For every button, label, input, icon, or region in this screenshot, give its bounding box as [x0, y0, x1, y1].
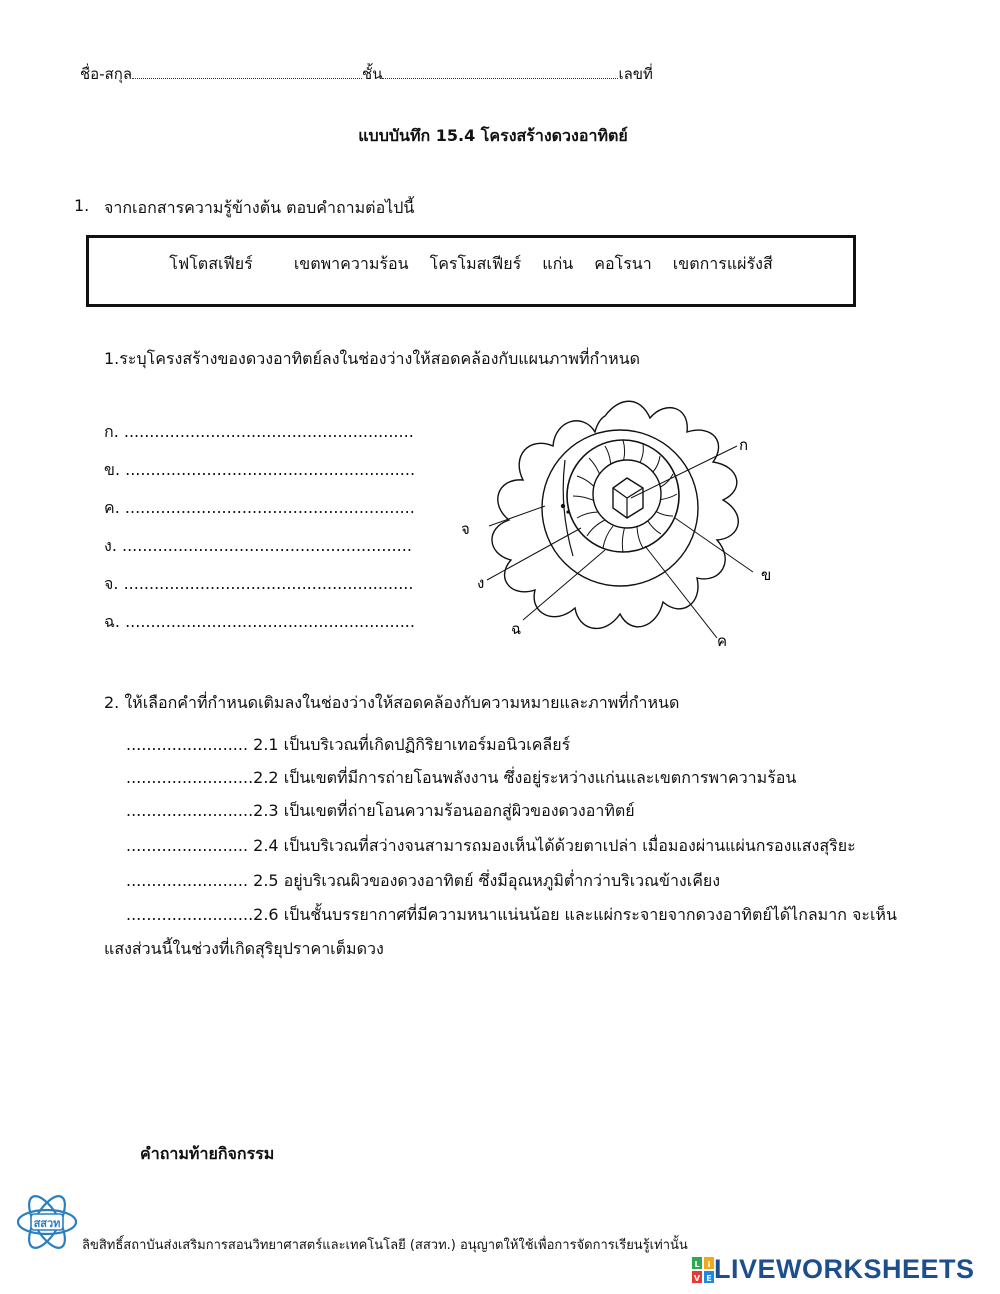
diagram-label-ka: ก [739, 436, 749, 454]
item-text: 2.2 เป็นเขตที่มีการถ่ายโอนพลังงาน ซึ่งอยู่ระหว่างแก่นและเขตการพาความร้อน [253, 768, 797, 787]
fill-blank[interactable]: ......................... [126, 905, 254, 924]
q1-text: จากเอกสารความรู้ข้างต้น ตอบคำถามต่อไปนี้ [104, 198, 415, 217]
logo-text: สสวท [33, 1217, 61, 1230]
class-field[interactable] [382, 66, 618, 79]
number-label: เลขที่ [618, 65, 653, 83]
badge-letter: V [693, 1273, 701, 1283]
part2-item-1 [126, 733, 570, 758]
answer-line-kho[interactable] [104, 458, 415, 483]
diagram-label-cho: จ [461, 520, 470, 538]
item-text: 2.4 เป็นบริเวณที่สว่างจนสามารถมองเห็นได้ด้วยตาเปล่า เมื่อมองผ่านแผ่นกรองแสงสุริยะ [248, 836, 856, 855]
item-text: 2.3 เป็นเขตที่ถ่ายโอนความร้อนออกสู่ผิวของดวงอาทิตย์ [253, 801, 635, 820]
answer-dots[interactable]: ......................................................... [122, 536, 412, 555]
word-bank-box [86, 235, 856, 307]
header-line [80, 62, 653, 86]
answer-label: ง. [104, 536, 117, 555]
answer-label: ค. [104, 498, 120, 517]
sunspot-dot [566, 510, 569, 513]
badge-letter: E [706, 1273, 712, 1283]
word-bank-item: แก่น [542, 254, 574, 273]
fill-blank[interactable]: ........................ [126, 836, 249, 855]
answer-dots[interactable]: ......................................................... [123, 574, 414, 593]
part2-item-5 [126, 869, 720, 894]
word-bank-item: เขตการแผ่รังสี [672, 254, 773, 273]
post-activity-heading: คำถามท้ายกิจกรรม [140, 1144, 275, 1163]
answer-dots[interactable]: ......................................................... [125, 612, 415, 631]
badge-letter: I [707, 1259, 711, 1269]
word-bank-item: โครโมสเฟียร์ [429, 254, 522, 273]
badge-letter: L [694, 1259, 700, 1269]
fill-blank[interactable]: ........................ [126, 871, 249, 890]
answer-label: จ. [104, 574, 119, 593]
answer-dots[interactable]: ......................................................... [123, 422, 414, 441]
answer-line-chho[interactable] [104, 610, 415, 635]
part2-continuation: แสงส่วนนี้ในช่วงที่เกิดสุริยุปราคาเต็มดวง [104, 939, 384, 958]
diagram-label-kho-khwai: ค [717, 632, 728, 650]
copyright-text: ลิขสิทธิ์สถาบันส่งเสริมการสอนวิทยาศาสตร์และเทคโนโลยี (สสวท.) อนุญาตให้ใช้เพื่อการจัดการเรียนรู้เท่านั้น [82, 1238, 688, 1253]
liveworksheets-brand[interactable] [692, 1254, 975, 1284]
fill-blank[interactable]: ........................ [126, 735, 249, 754]
part2-instruction: 2. ให้เลือกคำที่กำหนดเติมลงในช่องว่างให้สอดคล้องกับความหมายและภาพที่กำหนด [104, 693, 680, 712]
diagram-label-kho: ข [761, 566, 772, 584]
answer-line-ka[interactable] [104, 420, 414, 445]
answer-label: ก. [104, 422, 119, 441]
answer-line-kho-khwai[interactable] [104, 496, 415, 521]
liveworksheets-logo-icon [692, 1257, 714, 1283]
sun-structure-diagram [455, 388, 785, 653]
answer-label: ข. [104, 460, 121, 479]
answer-dots[interactable]: ......................................................... [125, 460, 416, 479]
part2-item-4 [126, 834, 856, 859]
page-title: แบบบันทึก 15.4 โครงสร้างดวงอาทิตย์ [358, 126, 628, 145]
item-text: 2.1 เป็นบริเวณที่เกิดปฏิกิริยาเทอร์มอนิวเคลียร์ [248, 735, 571, 754]
answer-dots[interactable]: ......................................................... [124, 498, 415, 517]
fill-blank[interactable]: ......................... [126, 801, 254, 820]
sunspot-dot [561, 504, 565, 508]
part2-item-2 [126, 766, 796, 791]
class-label: ชั้น [362, 65, 383, 83]
part2-item-6 [126, 903, 897, 928]
word-bank-item: โฟโตสเฟียร์ [169, 254, 253, 273]
part1-instruction: 1.ระบุโครงสร้างของดวงอาทิตย์ลงในช่องว่างให้สอดคล้องกับแผนภาพที่กำหนด [104, 349, 641, 368]
ipst-logo [14, 1186, 80, 1258]
fill-blank[interactable]: ......................... [126, 768, 254, 787]
brand-name: LIVEWORKSHEETS [714, 1254, 975, 1284]
name-field[interactable] [132, 66, 362, 79]
item-text: 2.6 เป็นชั้นบรรยากาศที่มีความหนาแน่นน้อย และแผ่กระจายจากดวงอาทิตย์ได้ไกลมาก จะเห็น [253, 905, 897, 924]
answer-label: ฉ. [104, 612, 120, 631]
word-bank-item: คอโรนา [594, 254, 652, 273]
q1-number: 1. [74, 196, 90, 215]
diagram-label-chho: ฉ [511, 620, 522, 638]
diagram-label-ngo: ง [477, 574, 485, 592]
answer-line-ngo[interactable] [104, 534, 412, 559]
answer-line-cho[interactable] [104, 572, 413, 597]
part2-item-3 [126, 799, 635, 824]
name-label: ชื่อ-สกุล [80, 65, 133, 83]
item-text: 2.5 อยู่บริเวณผิวของดวงอาทิตย์ ซึ่งมีอุณหภูมิต่ำกว่าบริเวณข้างเคียง [248, 871, 721, 890]
word-bank-item: เขตพาความร้อน [293, 254, 409, 273]
